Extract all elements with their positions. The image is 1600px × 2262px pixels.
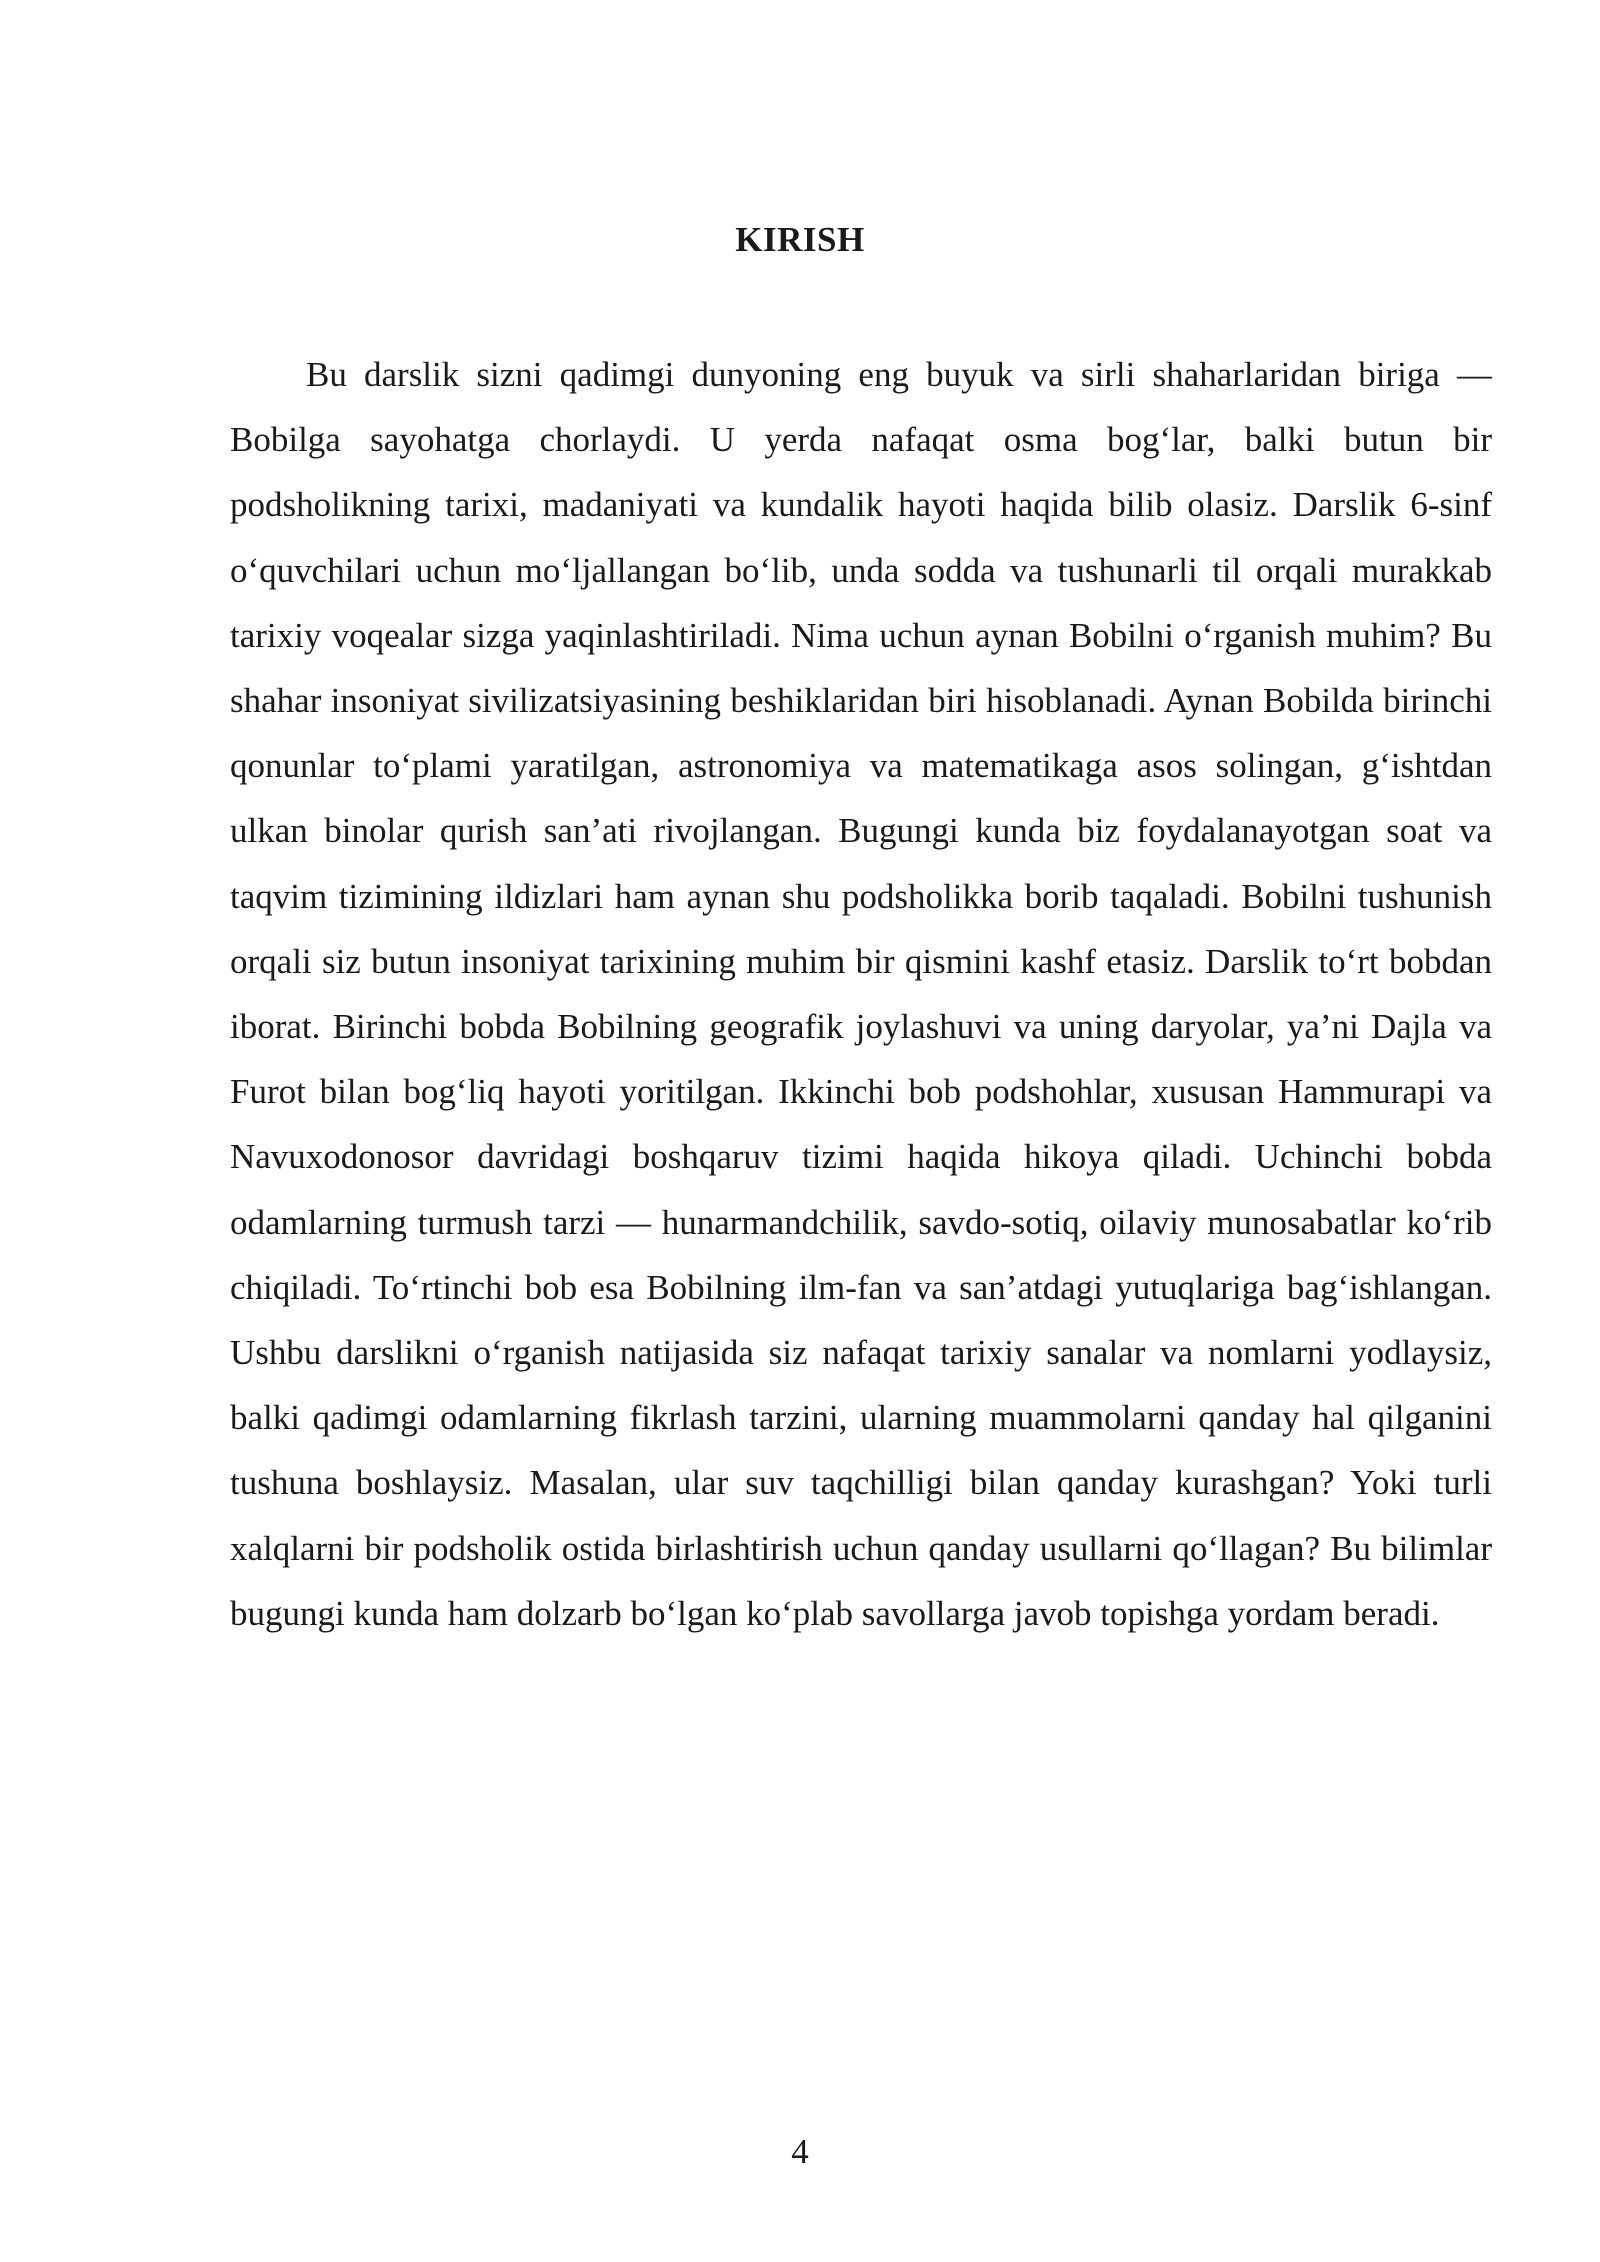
page-number: 4 [791, 2132, 809, 2171]
page-title: KIRISH [735, 220, 865, 259]
body-paragraph: Bu darslik sizni qadimgi dunyoning eng buyuk va sirli shaharlaridan biriga — Bobilga sayohatga chorlaydi. U yerda nafaqat osma bog‘lar, balki butun bir podsholikning tarixi, madaniyati va kundalik hayoti haqida bilib olasiz. Darslik 6-sinf o‘quvchilari uchun mo‘ljallangan bo‘lib, unda sodda va tushunarli til orqali murakkab tarixiy voqealar sizga yaqinlashtiriladi. Nima uchun aynan Bobilni o‘rganish muhim? Bu shahar insoniyat sivilizatsiyasining beshiklaridan biri hisoblanadi. Aynan Bobilda birinchi qonunlar to‘plami yaratilgan, astronomiya va matematikaga asos solingan, g‘ishtdan ulkan binolar qurish san’ati rivojlangan. Bugungi kunda biz foydalanayotgan soat va taqvim tizimining ildizlari ham aynan shu podsholikka borib taqaladi. Bobilni tushunish orqali siz butun insoniyat tarixining muhim bir qismini kashf etasiz. Darslik to‘rt bobdan iborat. Birinchi bobda Bobilning geografik joylashuvi va uning daryolar, ya’ni Dajla va Furot bilan bog‘liq hayoti yoritilgan. Ikkinchi bob podshohlar, xususan Hammurapi va Navuxodonosor davridagi boshqaruv tizimi haqida hikoya qiladi. Uchinchi bobda odamlarning turmush tarzi — hunarmandchilik, savdo-sotiq, oilaviy munosabatlar ko‘rib chiqiladi. To‘rtinchi bob esa Bobilning ilm-fan va san’atdagi yutuqlariga bag‘ishlangan. Ushbu darslikni o‘rganish natijasida siz nafaqat tarixiy sanalar va nomlarni yodlaysiz, balki qadimgi odamlarning fikrlash tarzini, ularning muammolarni qanday hal qilganini tushuna boshlaysiz. Masalan, ular suv taqchilligi bilan qanday kurashgan? Yoki turli xalqlarni bir podsholik ostida birlashtirish uchun qanday usullarni qo‘llagan? Bu bilimlar bugungi kunda ham dolzarb bo‘lgan ko‘plab savollarga javob topishga yordam beradi. [230, 355, 1492, 1633]
